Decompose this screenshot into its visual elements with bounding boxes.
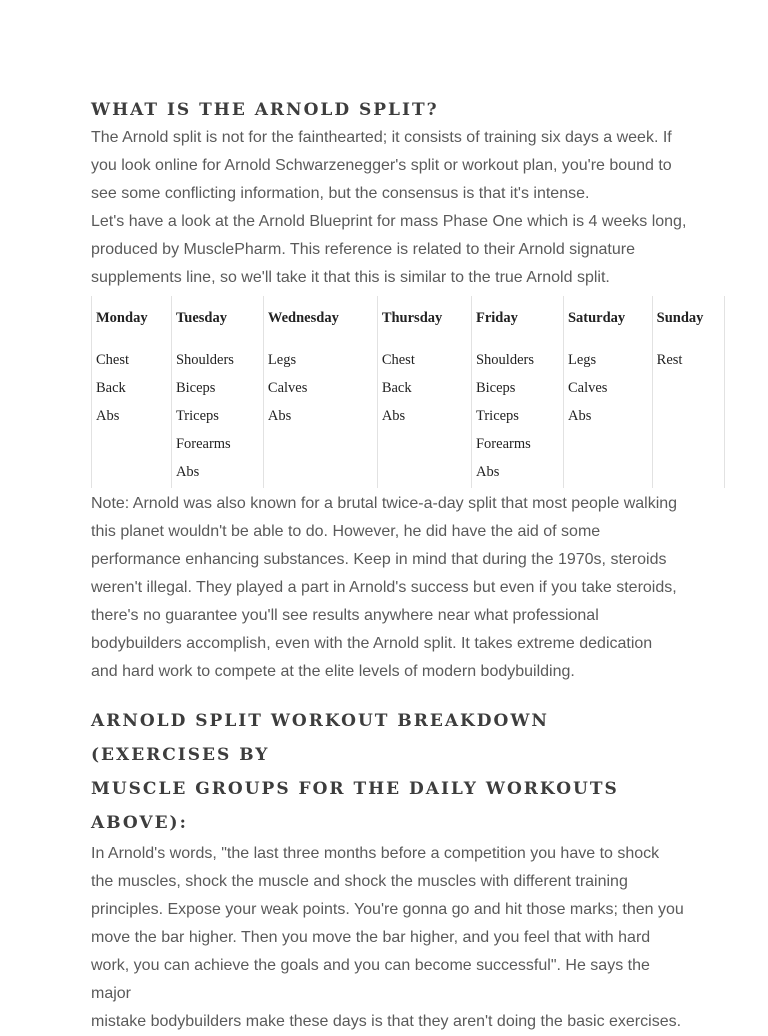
muscle-group: Forearms: [475, 436, 531, 452]
day-cell-tuesday: [171, 346, 263, 488]
muscle-group: Chest: [96, 352, 130, 368]
text-line: performance enhancing substances. Keep in mind that during the 1970s, steroids: [91, 551, 667, 568]
article: [91, 96, 704, 1036]
text-line: the muscles, shock the muscle and shock the muscles with different training: [91, 873, 628, 890]
muscle-group: Back: [96, 380, 126, 396]
muscle-group: Chest: [381, 352, 415, 368]
day-cell-wednesday: [263, 346, 377, 488]
text-line: Let's have a look at the Arnold Blueprint for mass Phase One which is 4 weeks long,: [91, 213, 687, 230]
muscle-group: Triceps: [175, 408, 219, 424]
table-header-row: [92, 296, 725, 346]
text-line: supplements line, so we'll take it that this is similar to the true Arnold split.: [91, 269, 610, 286]
text-line: weren't illegal. They played a part in Arnold's success but even if you take steroids,: [91, 579, 677, 596]
section-heading-workout-breakdown: [91, 704, 691, 840]
muscle-group: Forearms: [175, 436, 231, 452]
muscle-group: Abs: [475, 464, 500, 480]
day-cell-saturday: [563, 346, 652, 488]
muscle-group: Biceps: [175, 380, 216, 396]
text-line: move the bar higher. Then you move the bar higher, and you feel that with hard: [91, 929, 651, 946]
blueprint-paragraph: [91, 208, 691, 292]
muscle-group: Legs: [267, 352, 297, 368]
day-header-sunday: Sunday: [652, 296, 724, 346]
day-header-monday: Monday: [92, 296, 172, 346]
text-line: and hard work to compete at the elite levels of modern bodybuilding.: [91, 663, 575, 680]
text-line: there's no guarantee you'll see results anywhere near what professional: [91, 607, 599, 624]
day-header-wednesday: Wednesday: [263, 296, 377, 346]
section-heading-arnold-split: WHAT IS THE ARNOLD SPLIT?: [91, 100, 439, 120]
note-paragraph: [91, 490, 691, 686]
muscle-group: Abs: [567, 408, 592, 424]
text-line: bodybuilders accomplish, even with the Arnold split. It takes extreme dedication: [91, 635, 653, 652]
text-line: this planet wouldn't be able to do. However, he did have the aid of some: [91, 523, 601, 540]
text-line: principles. Expose your weak points. You're gonna go and hit those marks; then you: [91, 901, 684, 918]
muscle-group: Abs: [96, 408, 120, 424]
muscle-group: Abs: [175, 464, 200, 480]
weekly-split-table: [91, 296, 725, 488]
text-line: In Arnold's words, "the last three months before a competition you have to shock: [91, 845, 660, 862]
day-cell-monday: [92, 346, 172, 488]
text-line: work, you can achieve the goals and you can become successful". He says the major: [91, 957, 650, 1002]
text-line: see some conflicting information, but the consensus is that it's intense.: [91, 185, 590, 202]
muscle-group: Shoulders: [175, 352, 234, 368]
text-line: The Arnold split is not for the fainthearted; it consists of training six days a week. If: [91, 129, 672, 146]
muscle-group: Calves: [567, 380, 608, 396]
table-row: [92, 346, 725, 488]
muscle-group: Shoulders: [475, 352, 534, 368]
muscle-group: Legs: [567, 352, 597, 368]
muscle-group: Abs: [381, 408, 406, 424]
muscle-group: Back: [381, 380, 412, 396]
day-cell-sunday: [652, 346, 724, 488]
text-line: produced by MusclePharm. This reference is related to their Arnold signature: [91, 241, 635, 258]
text-line: mistake bodybuilders make these days is that they aren't doing the basic exercises.: [91, 1013, 682, 1030]
heading-line: MUSCLE GROUPS FOR THE DAILY WORKOUTS ABOVE):: [91, 779, 619, 833]
text-line: Note: Arnold was also known for a brutal twice-a-day split that most people walking: [91, 495, 678, 512]
heading-line: ARNOLD SPLIT WORKOUT BREAKDOWN (EXERCISES BY: [91, 711, 549, 765]
day-cell-thursday: [377, 346, 471, 488]
muscle-group: Calves: [267, 380, 308, 396]
day-cell-friday: [471, 346, 563, 488]
intro-paragraph: [91, 124, 691, 208]
day-header-thursday: Thursday: [377, 296, 471, 346]
day-header-saturday: Saturday: [563, 296, 652, 346]
day-header-tuesday: Tuesday: [171, 296, 263, 346]
text-line: you look online for Arnold Schwarzenegger's split or workout plan, you're bound to: [91, 157, 672, 174]
muscle-group: Triceps: [475, 408, 519, 424]
muscle-group: Biceps: [475, 380, 516, 396]
muscle-group: Rest: [656, 352, 683, 368]
quote-paragraph: [91, 840, 691, 1036]
day-header-friday: Friday: [471, 296, 563, 346]
muscle-group: Abs: [267, 408, 292, 424]
